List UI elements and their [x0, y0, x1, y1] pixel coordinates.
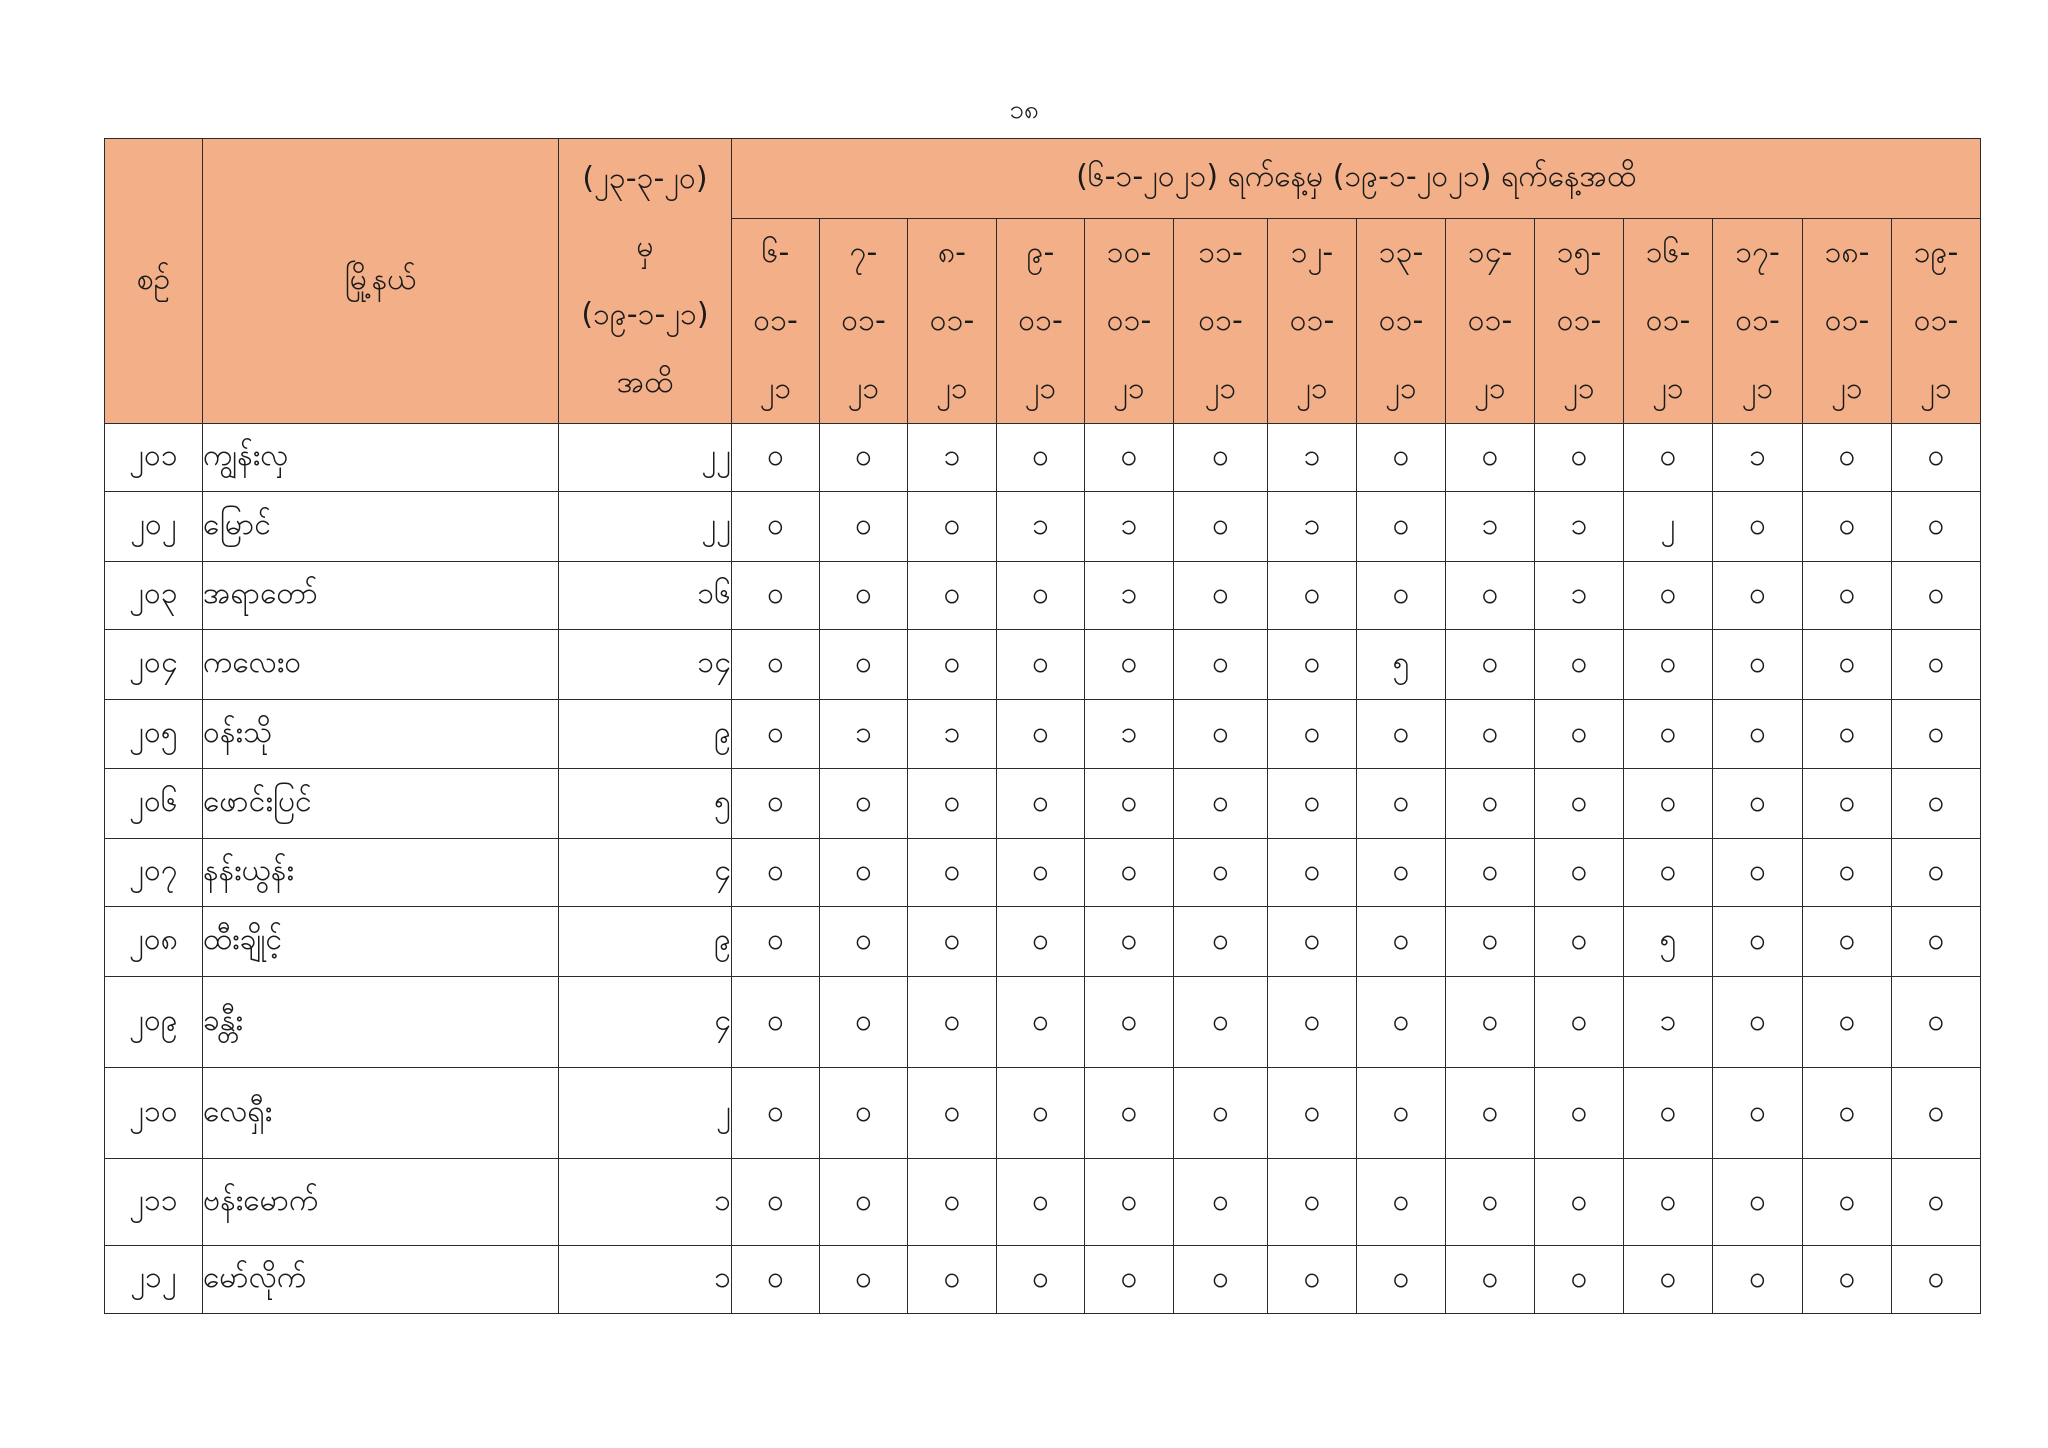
daily-count-cell: ၀ — [1174, 1068, 1268, 1159]
daily-count-cell: ၀ — [1085, 907, 1174, 977]
date-line: ၂၁ — [1741, 371, 1774, 406]
daily-count-cell: ၀ — [820, 1068, 908, 1159]
daily-count-cell: ၀ — [1174, 630, 1268, 700]
daily-count-cell: ၀ — [1892, 769, 1981, 839]
daily-count-cell: ၀ — [1803, 1159, 1892, 1246]
daily-count-cell: ၀ — [1803, 977, 1892, 1068]
date-line: ၁၆- — [1645, 235, 1691, 270]
daily-count-cell: ၀ — [1357, 1159, 1446, 1246]
date-header — [1357, 219, 1446, 424]
daily-count-cell: ၀ — [1174, 1246, 1268, 1314]
daily-count-cell: ၀ — [820, 492, 908, 562]
daily-count-cell: ၀ — [908, 492, 997, 562]
serial-cell: ၂၀၉ — [105, 977, 203, 1068]
daily-count-cell: ၀ — [908, 839, 997, 907]
daily-count-cell: ၀ — [1892, 907, 1981, 977]
daily-count-cell: ၀ — [1357, 907, 1446, 977]
daily-count-cell: ၀ — [732, 1246, 820, 1314]
daily-count-cell: ၀ — [1892, 977, 1981, 1068]
daily-count-cell: ၀ — [1713, 1068, 1803, 1159]
range-line: (၂၃-၃-၂၀) — [582, 161, 708, 196]
daily-count-cell: ၀ — [1535, 1159, 1624, 1246]
daily-count-cell: ၀ — [732, 424, 820, 492]
table-row — [105, 769, 1981, 839]
daily-count-cell: ၀ — [908, 977, 997, 1068]
daily-count-cell: ၀ — [1268, 1246, 1357, 1314]
daily-count-cell: ၀ — [1174, 769, 1268, 839]
daily-count-cell: ၀ — [820, 1159, 908, 1246]
daily-count-cell: ၀ — [1085, 1068, 1174, 1159]
township-cell: နန်းယွန်း — [203, 839, 559, 907]
table-row — [105, 562, 1981, 630]
township-header: မြို့နယ် — [203, 139, 559, 424]
daily-count-cell: ၀ — [1357, 769, 1446, 839]
daily-count-cell: ၀ — [1624, 1068, 1713, 1159]
daily-count-cell: ၀ — [1174, 700, 1268, 769]
daily-count-cell: ၀ — [1357, 1246, 1446, 1314]
daily-count-cell: ၁ — [1624, 977, 1713, 1068]
cumulative-total-cell: ၁၄ — [559, 630, 732, 700]
serial-cell: ၂၀၄ — [105, 630, 203, 700]
daily-count-cell: ၀ — [1085, 839, 1174, 907]
daily-count-cell: ၀ — [997, 424, 1085, 492]
daily-count-cell: ၀ — [1535, 700, 1624, 769]
date-line: ၀၁- — [1645, 303, 1691, 338]
date-line: ၀၁- — [1735, 303, 1780, 338]
daily-count-cell: ၀ — [1713, 839, 1803, 907]
date-line: ၁၁- — [1198, 235, 1243, 270]
daily-count-cell: ၀ — [1803, 630, 1892, 700]
daily-count-cell: ၅ — [1624, 907, 1713, 977]
daily-count-cell: ၀ — [1892, 1159, 1981, 1246]
date-line: ၂၁ — [1296, 371, 1328, 406]
daily-count-cell: ၀ — [732, 700, 820, 769]
serial-cell: ၂၀၅ — [105, 700, 203, 769]
cumulative-total-cell: ၂၂ — [559, 424, 732, 492]
daily-count-cell: ၀ — [1535, 769, 1624, 839]
table-body — [105, 424, 1981, 1314]
date-line: ၂၁ — [936, 371, 968, 406]
daily-count-cell: ၀ — [997, 907, 1085, 977]
serial-cell: ၂၀၇ — [105, 839, 203, 907]
date-header — [997, 219, 1085, 424]
daily-count-cell: ၀ — [1803, 424, 1892, 492]
daily-count-cell: ၀ — [1085, 977, 1174, 1068]
date-line: ၇- — [849, 235, 878, 270]
table-header — [105, 139, 1981, 424]
daily-count-cell: ၀ — [1624, 424, 1713, 492]
serial-cell: ၂၀၁ — [105, 424, 203, 492]
date-line: ၁၈- — [1824, 235, 1870, 270]
township-cell: လေရှီး — [203, 1068, 559, 1159]
daily-count-cell: ၀ — [908, 562, 997, 630]
cumulative-total-cell: ၄ — [559, 977, 732, 1068]
date-header — [1892, 219, 1981, 424]
table-row — [105, 424, 1981, 492]
serial-cell: ၂၀၂ — [105, 492, 203, 562]
daily-count-cell: ၀ — [1357, 492, 1446, 562]
daily-count-cell: ၀ — [1357, 977, 1446, 1068]
date-line: ၂၁ — [1474, 371, 1506, 406]
daily-count-cell: ၀ — [1624, 769, 1713, 839]
date-header — [1174, 219, 1268, 424]
date-line: ၀၁- — [1467, 303, 1513, 338]
serial-cell: ၂၁၁ — [105, 1159, 203, 1246]
township-cell: ထီးချိုင့် — [203, 907, 559, 977]
daily-count-cell: ၀ — [1713, 907, 1803, 977]
daily-count-cell: ၀ — [1446, 839, 1535, 907]
daily-count-cell: ၀ — [1713, 769, 1803, 839]
township-cell: မော်လိုက် — [203, 1246, 559, 1314]
daily-count-cell: ၀ — [908, 1159, 997, 1246]
date-header — [908, 219, 997, 424]
township-cell: ဗန်းမောက် — [203, 1159, 559, 1246]
date-header — [1268, 219, 1357, 424]
daily-count-cell: ၀ — [1535, 839, 1624, 907]
daily-count-cell: ၀ — [1268, 839, 1357, 907]
serial-cell: ၂၀၃ — [105, 562, 203, 630]
date-line: ၈- — [938, 235, 966, 270]
date-line: ၀၁- — [1913, 303, 1959, 338]
date-line: ၂၁ — [1563, 371, 1595, 406]
daily-count-cell: ၀ — [820, 630, 908, 700]
daily-count-cell: ၀ — [1268, 907, 1357, 977]
date-line: ၁၄- — [1467, 235, 1513, 270]
daily-count-cell: ၀ — [732, 1068, 820, 1159]
table-row — [105, 700, 1981, 769]
daily-count-cell: ၀ — [908, 630, 997, 700]
date-line: ၂၁ — [759, 371, 792, 406]
table-row — [105, 977, 1981, 1068]
daily-count-cell: ၀ — [820, 424, 908, 492]
daily-count-cell: ၁ — [1085, 492, 1174, 562]
daily-count-cell: ၀ — [1268, 1068, 1357, 1159]
table-row — [105, 630, 1981, 700]
daily-count-cell: ၀ — [1174, 492, 1268, 562]
date-line: ၀၁- — [1378, 303, 1424, 338]
daily-count-cell: ၀ — [1624, 562, 1713, 630]
cumulative-range-header — [559, 139, 732, 424]
daily-count-cell: ၀ — [1803, 700, 1892, 769]
daily-count-cell: ၀ — [1803, 769, 1892, 839]
daily-count-cell: ၀ — [908, 907, 997, 977]
daily-count-cell: ၀ — [1085, 630, 1174, 700]
township-cell: ဖောင်းပြင် — [203, 769, 559, 839]
daily-count-cell: ၀ — [1624, 630, 1713, 700]
page-number: ၁၈ — [1009, 95, 1039, 125]
date-line: ၂၁ — [1831, 371, 1863, 406]
daily-count-cell: ၀ — [1892, 839, 1981, 907]
daily-count-cell: ၀ — [1624, 700, 1713, 769]
daily-count-cell: ၀ — [820, 769, 908, 839]
daily-count-cell: ၀ — [908, 1246, 997, 1314]
daily-count-cell: ၀ — [1892, 1246, 1981, 1314]
township-cell: မြောင် — [203, 492, 559, 562]
date-line: ၀၁- — [1289, 303, 1335, 338]
daily-count-cell: ၁ — [1268, 424, 1357, 492]
date-line: ၂၁ — [1113, 371, 1145, 406]
daily-count-cell: ၀ — [820, 562, 908, 630]
daily-count-cell: ၀ — [908, 769, 997, 839]
daily-count-cell: ၀ — [1446, 562, 1535, 630]
daily-count-cell: ၀ — [997, 562, 1085, 630]
cumulative-total-cell: ၉ — [559, 907, 732, 977]
daily-count-cell: ၀ — [732, 492, 820, 562]
daily-count-cell: ၀ — [1446, 700, 1535, 769]
date-line: ၆- — [761, 235, 790, 270]
daily-count-cell: ၁ — [1535, 492, 1624, 562]
daily-count-cell: ၀ — [1446, 1159, 1535, 1246]
date-line: ၀၁- — [1198, 303, 1243, 338]
daily-count-cell: ၀ — [1624, 1159, 1713, 1246]
daily-count-cell: ၀ — [1803, 1068, 1892, 1159]
serial-header: စဉ် — [105, 139, 203, 424]
date-line: ၀၁- — [1018, 303, 1063, 338]
daily-count-cell: ၀ — [1357, 562, 1446, 630]
daily-count-cell: ၀ — [732, 562, 820, 630]
daily-count-cell: ၁ — [1085, 562, 1174, 630]
daily-count-cell: ၀ — [1713, 1159, 1803, 1246]
table-row — [105, 492, 1981, 562]
cumulative-total-cell: ၂၂ — [559, 492, 732, 562]
daily-count-cell: ၀ — [1357, 700, 1446, 769]
date-header — [820, 219, 908, 424]
daily-count-cell: ၀ — [1535, 1246, 1624, 1314]
date-line: ၀၁- — [929, 303, 975, 338]
daily-count-cell: ၀ — [732, 977, 820, 1068]
date-header — [1085, 219, 1174, 424]
daily-count-cell: ၀ — [732, 1159, 820, 1246]
daily-count-cell: ၀ — [1446, 1068, 1535, 1159]
township-cell: ကလေးဝ — [203, 630, 559, 700]
date-line: ၁၉- — [1913, 235, 1959, 270]
daily-count-cell: ၀ — [997, 769, 1085, 839]
date-header — [1624, 219, 1713, 424]
daily-count-cell: ၀ — [820, 1246, 908, 1314]
township-cell: ဝန်းသို — [203, 700, 559, 769]
daily-count-cell: ၀ — [820, 907, 908, 977]
date-line: ၂၁ — [847, 371, 880, 406]
daily-count-cell: ၀ — [1713, 492, 1803, 562]
daily-count-cell: ၁ — [908, 424, 997, 492]
cumulative-total-cell: ၅ — [559, 769, 732, 839]
daily-count-cell: ၀ — [1803, 1246, 1892, 1314]
daily-count-cell: ၀ — [997, 700, 1085, 769]
daily-count-cell: ၀ — [1268, 630, 1357, 700]
range-line: (၁၉-၁-၂၁) — [581, 297, 709, 332]
table-row — [105, 839, 1981, 907]
date-line: ၂၁ — [1024, 371, 1057, 406]
daily-count-cell: ၀ — [997, 839, 1085, 907]
daily-count-cell: ၀ — [1085, 1159, 1174, 1246]
daily-count-cell: ၀ — [1803, 492, 1892, 562]
daily-count-cell: ၀ — [1446, 424, 1535, 492]
daily-count-cell: ၀ — [1268, 562, 1357, 630]
cumulative-total-cell: ၁ — [559, 1246, 732, 1314]
serial-cell: ၂၀၈ — [105, 907, 203, 977]
daily-count-cell: ၀ — [908, 1068, 997, 1159]
date-line: ၉- — [1026, 235, 1055, 270]
table-row — [105, 907, 1981, 977]
date-line: ၁၃- — [1378, 235, 1424, 270]
daily-count-cell: ၀ — [732, 769, 820, 839]
daily-count-cell: ၀ — [1174, 839, 1268, 907]
daily-count-cell: ၀ — [1085, 424, 1174, 492]
daily-count-cell: ၁ — [997, 492, 1085, 562]
daily-count-cell: ၀ — [1892, 492, 1981, 562]
daily-count-cell: ၁ — [820, 700, 908, 769]
township-cell: အရာတော် — [203, 562, 559, 630]
daily-count-cell: ၀ — [1713, 700, 1803, 769]
daily-count-cell: ၀ — [1446, 630, 1535, 700]
date-line: ၀၁- — [753, 303, 798, 338]
daily-count-cell: ၁ — [1713, 424, 1803, 492]
daily-count-cell: ၀ — [997, 630, 1085, 700]
daily-count-cell: ၀ — [1624, 1246, 1713, 1314]
table-row — [105, 1159, 1981, 1246]
daily-count-cell: ၀ — [997, 1068, 1085, 1159]
daily-count-cell: ၀ — [1535, 630, 1624, 700]
daily-count-cell: ၁ — [1446, 492, 1535, 562]
daily-count-cell: ၀ — [1268, 769, 1357, 839]
daily-count-cell: ၀ — [1713, 562, 1803, 630]
serial-cell: ၂၁၀ — [105, 1068, 203, 1159]
township-cell: ခန္တီး — [203, 977, 559, 1068]
date-header — [732, 219, 820, 424]
daily-count-cell: ၀ — [1446, 769, 1535, 839]
date-line: ၂၁ — [1385, 371, 1417, 406]
date-header — [1446, 219, 1535, 424]
daily-count-cell: ၀ — [1892, 562, 1981, 630]
daily-count-cell: ၀ — [1535, 977, 1624, 1068]
daily-count-cell: ၀ — [820, 977, 908, 1068]
daily-count-cell: ၀ — [1085, 769, 1174, 839]
date-header — [1803, 219, 1892, 424]
daily-count-cell: ၀ — [1446, 1246, 1535, 1314]
table-row — [105, 1246, 1981, 1314]
daily-count-cell: ၀ — [1357, 1068, 1446, 1159]
township-cases-table — [104, 138, 1981, 1314]
daily-count-cell: ၀ — [1713, 1246, 1803, 1314]
daily-count-cell: ၀ — [1268, 977, 1357, 1068]
daily-count-cell: ၀ — [1268, 1159, 1357, 1246]
daily-count-cell: ၀ — [1085, 1246, 1174, 1314]
date-line: ၁၀- — [1106, 235, 1152, 270]
daily-group-header: (၆-၁-၂၀၂၁) ရက်နေ့မှ (၁၉-၁-၂၀၂၁) ရက်နေ့အထိ — [732, 139, 1981, 219]
cumulative-total-cell: ၁ — [559, 1159, 732, 1246]
daily-count-cell: ၀ — [1624, 839, 1713, 907]
cumulative-total-cell: ၄ — [559, 839, 732, 907]
daily-count-cell: ၅ — [1357, 630, 1446, 700]
date-line: ၁၂- — [1290, 235, 1334, 270]
daily-count-cell: ၀ — [1713, 630, 1803, 700]
daily-count-cell: ၀ — [1713, 977, 1803, 1068]
daily-count-cell: ၀ — [997, 1246, 1085, 1314]
date-line: ၂၁ — [1652, 371, 1684, 406]
date-line: ၀၁- — [1106, 303, 1152, 338]
date-line: ၀၁- — [1824, 303, 1870, 338]
date-line: ၁၇- — [1735, 235, 1780, 270]
daily-count-cell: ၀ — [1892, 630, 1981, 700]
daily-count-cell: ၀ — [1803, 907, 1892, 977]
table-row — [105, 1068, 1981, 1159]
daily-count-cell: ၀ — [1892, 424, 1981, 492]
daily-count-cell: ၀ — [1174, 424, 1268, 492]
daily-count-cell: ၀ — [997, 977, 1085, 1068]
daily-count-cell: ၀ — [1357, 839, 1446, 907]
daily-count-cell: ၀ — [1892, 1068, 1981, 1159]
daily-count-cell: ၀ — [1803, 839, 1892, 907]
daily-count-cell: ၀ — [1803, 562, 1892, 630]
daily-count-cell: ၀ — [1535, 1068, 1624, 1159]
cumulative-total-cell: ၂ — [559, 1068, 732, 1159]
date-header — [1535, 219, 1624, 424]
daily-count-cell: ၁ — [908, 700, 997, 769]
daily-count-cell: ၀ — [1174, 562, 1268, 630]
date-line: ၂၁ — [1920, 371, 1952, 406]
serial-cell: ၂၁၂ — [105, 1246, 203, 1314]
date-line: ၀၁- — [841, 303, 886, 338]
daily-count-cell: ၀ — [732, 630, 820, 700]
date-line: ၁၅- — [1556, 235, 1602, 270]
daily-count-cell: ၀ — [820, 839, 908, 907]
daily-count-cell: ၁ — [1535, 562, 1624, 630]
range-line: အထိ — [616, 365, 674, 400]
daily-count-cell: ၀ — [1174, 977, 1268, 1068]
cumulative-total-cell: ၁၆ — [559, 562, 732, 630]
township-cell: ကျွန်းလှ — [203, 424, 559, 492]
daily-count-cell: ၀ — [1174, 907, 1268, 977]
daily-count-cell: ၀ — [1535, 424, 1624, 492]
daily-count-cell: ၀ — [997, 1159, 1085, 1246]
cumulative-total-cell: ၉ — [559, 700, 732, 769]
daily-count-cell: ၀ — [1268, 700, 1357, 769]
serial-cell: ၂၀၆ — [105, 769, 203, 839]
date-header — [1713, 219, 1803, 424]
date-line: ၂၁ — [1204, 371, 1237, 406]
daily-count-cell: ၀ — [1446, 977, 1535, 1068]
daily-count-cell: ၀ — [1892, 700, 1981, 769]
daily-count-cell: ၀ — [1357, 424, 1446, 492]
daily-count-cell: ၁ — [1268, 492, 1357, 562]
range-line: မှ — [636, 229, 654, 264]
daily-count-cell: ၀ — [1174, 1159, 1268, 1246]
daily-count-cell: ၂ — [1624, 492, 1713, 562]
daily-count-cell: ၁ — [1085, 700, 1174, 769]
daily-count-cell: ၀ — [1446, 907, 1535, 977]
date-line: ၀၁- — [1556, 303, 1602, 338]
daily-count-cell: ၀ — [732, 907, 820, 977]
daily-count-cell: ၀ — [732, 839, 820, 907]
daily-count-cell: ၀ — [1535, 907, 1624, 977]
